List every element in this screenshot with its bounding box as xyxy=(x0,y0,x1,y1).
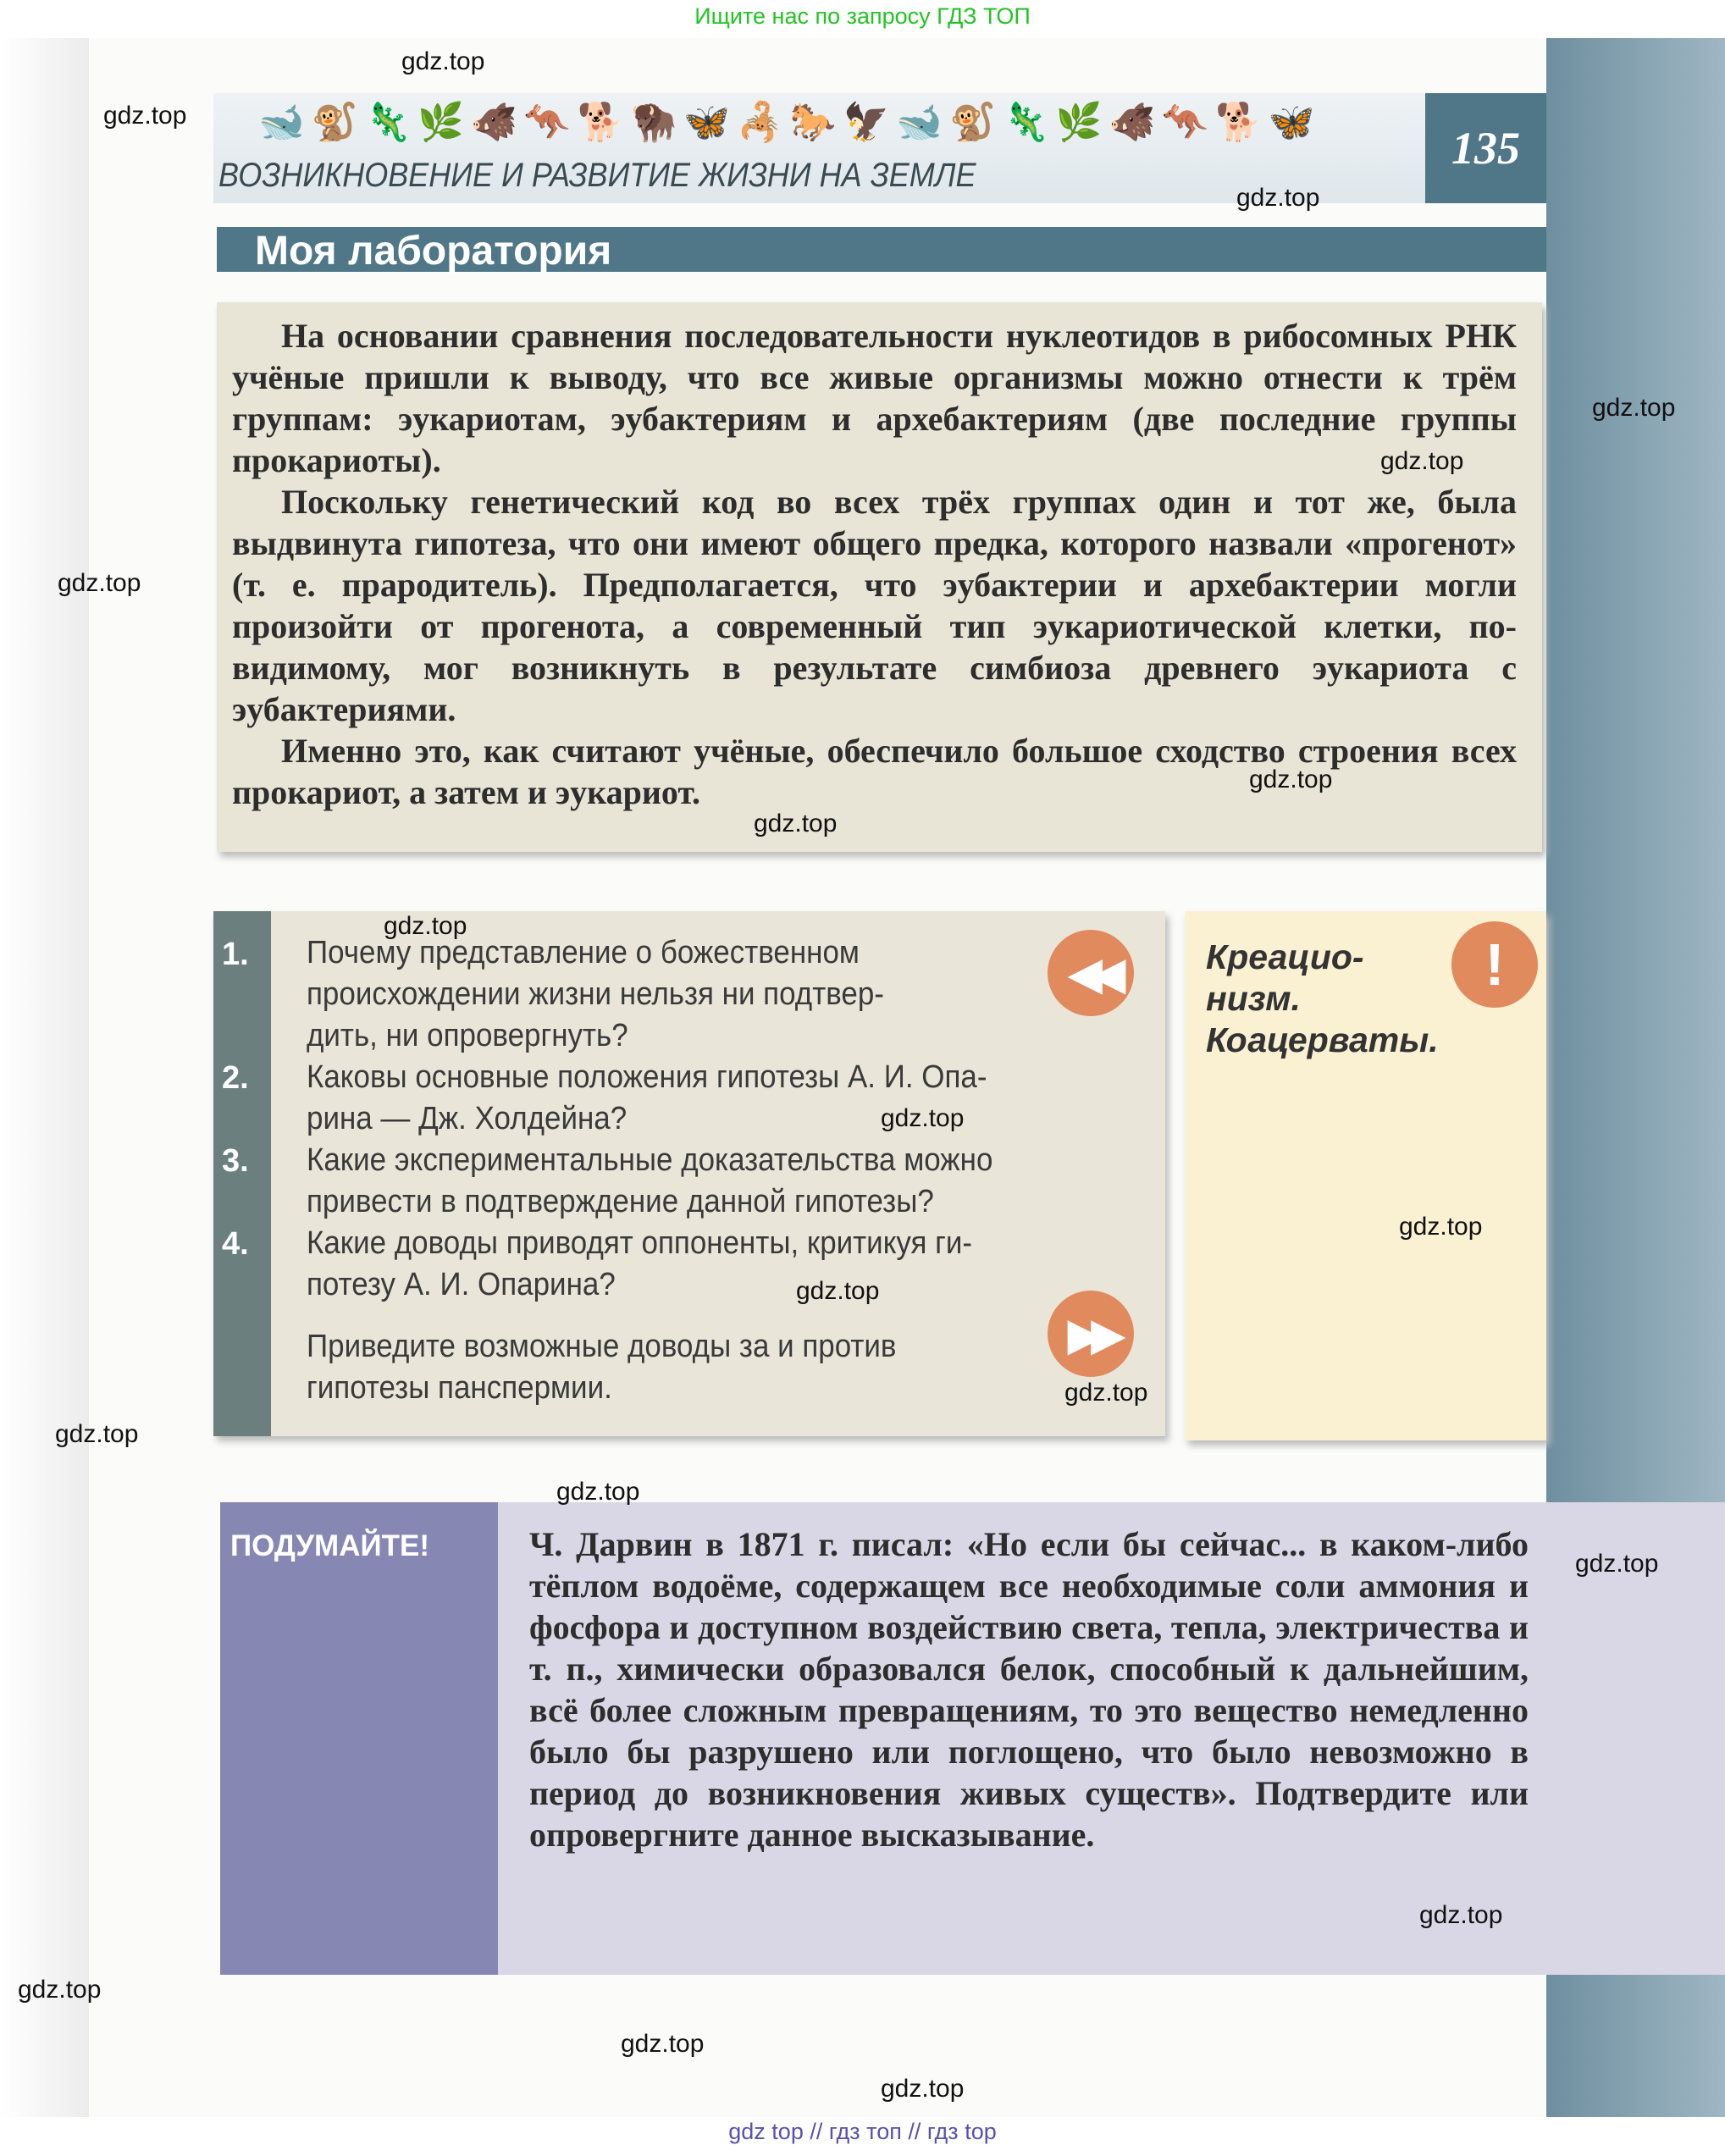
page-number: 135 xyxy=(1425,93,1546,203)
question-line: Почему представление о божественном xyxy=(307,935,860,970)
separator: // xyxy=(908,2119,921,2144)
watermark: gdz.top xyxy=(881,1104,965,1132)
keywords xyxy=(1206,937,1439,1061)
watermark: gdz.top xyxy=(1236,184,1320,212)
questions-box xyxy=(213,911,1165,1436)
question-4 xyxy=(307,1223,992,1306)
watermark: gdz.top xyxy=(1592,394,1676,422)
watermark: gdz.top xyxy=(384,912,467,940)
question-1 xyxy=(307,932,992,1057)
keyword-line: Коацерваты. xyxy=(1206,1020,1439,1059)
question-3 xyxy=(307,1140,992,1223)
question-number: 4. xyxy=(222,1226,249,1262)
watermark: gdz.top xyxy=(18,1976,102,2004)
keyword-line: Креацио- xyxy=(1206,937,1364,976)
extra-task xyxy=(307,1326,992,1409)
bottom-links xyxy=(0,2119,1725,2145)
keywords-box xyxy=(1185,911,1546,1440)
watermark: gdz.top xyxy=(754,810,838,838)
chapter-title: ВОЗНИКНОВЕНИЕ И РАЗВИТИЕ ЖИЗНИ НА ЗЕМЛЕ xyxy=(218,157,976,194)
lab-box xyxy=(217,302,1542,852)
question-line: рина — Дж. Холдейна? xyxy=(307,1101,628,1136)
bottom-link[interactable]: gdz top xyxy=(728,2119,804,2144)
think-label-panel xyxy=(220,1502,498,1975)
watermark: gdz.top xyxy=(796,1277,880,1305)
watermark: gdz.top xyxy=(55,1420,139,1448)
question-line: Какие экспериментальные доказательства можно xyxy=(307,1142,993,1178)
watermark: gdz.top xyxy=(1575,1550,1659,1578)
separator: // xyxy=(810,2119,823,2144)
watermark: gdz.top xyxy=(1419,1901,1503,1929)
extra-line: гипотезы панспермии. xyxy=(307,1370,612,1406)
question-line: Какие доводы приводят оппоненты, критикуя ги- xyxy=(307,1225,973,1261)
lab-paragraph: Именно это, как считают учёные, обеспечило большое сходство строения всех прокариот, а затем и эукариот. xyxy=(232,732,1517,811)
section-title: Моя лаборатория xyxy=(217,227,1546,272)
question-line: происхождении жизни нельзя ни подтвер- xyxy=(307,976,884,1012)
bottom-link[interactable]: гдз топ xyxy=(828,2119,902,2144)
question-number: 2. xyxy=(222,1060,249,1096)
watermark: gdz.top xyxy=(621,2030,705,2058)
question-line: привести в подтверждение данной гипотезы? xyxy=(307,1184,934,1219)
keyword-line: низм. xyxy=(1206,979,1301,1018)
watermark: gdz.top xyxy=(1064,1379,1148,1407)
book-spine xyxy=(0,38,89,2117)
top-banner[interactable]: Ищите нас по запросу ГДЗ ТОП xyxy=(694,3,1031,29)
watermark: gdz.top xyxy=(1380,447,1464,475)
animal-silhouettes-decoration: 🐋🐒🦎🌿🐗🦘🐕🦬🦋🦂🐎🦅🐋🐒🦎🌿🐗🦘🐕🦋 xyxy=(258,102,1322,143)
exclamation-icon: ! xyxy=(1451,921,1538,1008)
watermark: gdz.top xyxy=(556,1478,640,1506)
think-text: Ч. Дарвин в 1871 г. писал: «Но если бы сейчас... в каком-либо тёплом водоёме, содержащем все необходимые соли аммония и фосфора и доступном воздействию света, тепла, электричества и т. п., химически образовался белок, способный к дальнейшим, всё более сложным превращениям, то это вещество немедленно было бы разрушено или поглощено, что было невозможно в период до возникновения живых существ». Подтвердите или опровергните данное высказывание. xyxy=(529,1525,1529,1854)
watermark: gdz.top xyxy=(1399,1213,1483,1241)
fast-forward-icon: ▶▶ xyxy=(1048,1291,1134,1377)
watermark: gdz.top xyxy=(103,102,187,130)
rewind-icon: ◀◀ xyxy=(1048,930,1134,1016)
question-line: дить, ни опровергнуть? xyxy=(307,1018,628,1053)
lab-paragraph: Поскольку генетический код во всех трёх группах один и тот же, была выдвинута гипотеза, что они имеют общего предка, которого назвали «прогенот» (т. е. прародитель). Предполагается, что эубактерии и архебактерии могли произойти от прогенота, а современный тип эукариотической клетки, по-видимому, мог возникнуть в результате симбиоза древнего эукариота с эубактериями. xyxy=(232,483,1517,728)
bottom-link[interactable]: гдз top xyxy=(926,2119,997,2144)
question-number: 3. xyxy=(222,1143,249,1179)
watermark: gdz.top xyxy=(58,569,141,597)
think-label: ПОДУМАЙТЕ! xyxy=(230,1529,430,1562)
question-number: 1. xyxy=(222,937,249,972)
question-line: Каковы основные положения гипотезы А. И. Опа- xyxy=(307,1059,987,1095)
lab-paragraph: На основании сравнения последовательности нуклеотидов в рибосомных РНК учёные пришли к выводу, что все живые организмы можно отнести к трём группам: эукариотам, эубактериям и архебактериям (две последние группы прокариоты). xyxy=(232,317,1517,479)
watermark: gdz.top xyxy=(1249,766,1333,793)
watermark: gdz.top xyxy=(401,47,485,75)
watermark: gdz.top xyxy=(881,2075,965,2103)
question-line: потезу А. И. Опарина? xyxy=(307,1267,616,1302)
extra-line: Приведите возможные доводы за и против xyxy=(307,1329,897,1364)
